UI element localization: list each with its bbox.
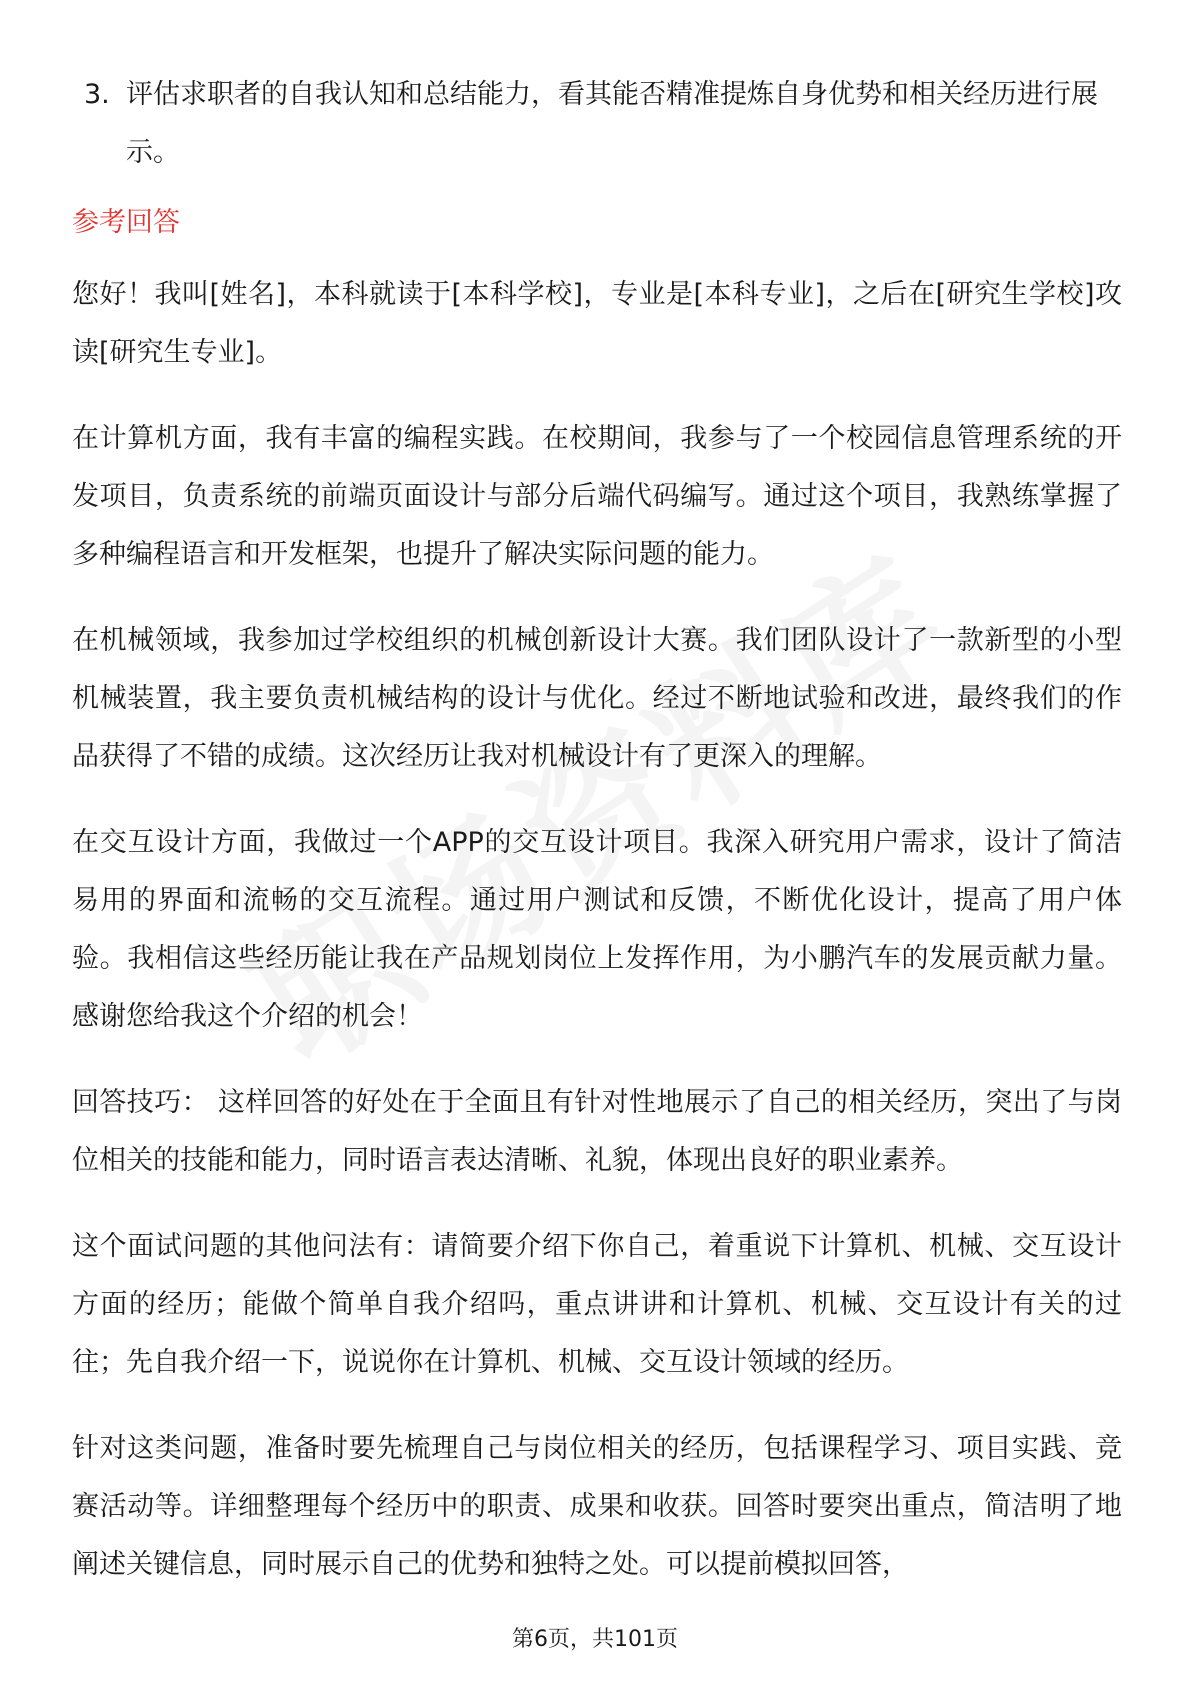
section-heading: 参考回答	[72, 207, 180, 238]
paragraph-intro: 您好！我叫[姓名]，本科就读于[本科学校]，专业是[本科专业]，之后在[研究生学校]攻读[研究生专业]。	[72, 279, 1122, 368]
list-item-number: 3.	[84, 79, 110, 110]
list-item-text: 评估求职者的自我认知和总结能力，看其能否精准提炼自身优势和相关经历进行展示。	[126, 79, 1098, 168]
page-content	[72, 66, 1122, 1622]
paragraph-preparation: 针对这类问题，准备时要先梳理自己与岗位相关的经历，包括课程学习、项目实践、竞赛活动等。详细整理每个经历中的职责、成果和收获。回答时要突出重点，简洁明了地阐述关键信息，同时展示自己的优势和独特之处。可以提前模拟回答，	[72, 1433, 1122, 1580]
paragraph-answer-tips: 回答技巧： 这样回答的好处在于全面且有针对性地展示了自己的相关经历，突出了与岗位相关的技能和能力，同时语言表达清晰、礼貌，体现出良好的职业素养。	[72, 1087, 1122, 1176]
page-footer: 第6页，共101页	[512, 1627, 678, 1652]
paragraph-mechanical: 在机械领域，我参加过学校组织的机械创新设计大赛。我们团队设计了一款新型的小型机械装置，我主要负责机械结构的设计与优化。经过不断地试验和改进，最终我们的作品获得了不错的成绩。这次经历让我对机械设计有了更深入的理解。	[72, 625, 1122, 772]
paragraph-interaction: 在交互设计方面，我做过一个APP的交互设计项目。我深入研究用户需求，设计了简洁易用的界面和流畅的交互流程。通过用户测试和反馈，不断优化设计，提高了用户体验。我相信这些经历能让我在产品规划岗位上发挥作用，为小鹏汽车的发展贡献力量。感谢您给我这个介绍的机会！	[72, 827, 1122, 1032]
paragraph-alternative-questions: 这个面试问题的其他问法有：请简要介绍下你自己，着重说下计算机、机械、交互设计方面的经历；能做个简单自我介绍吗，重点讲讲和计算机、机械、交互设计有关的过往；先自我介绍一下，说说你在计算机、机械、交互设计领域的经历。	[72, 1231, 1122, 1378]
list-item	[72, 66, 1122, 182]
paragraph-computer: 在计算机方面，我有丰富的编程实践。在校期间，我参与了一个校园信息管理系统的开发项目，负责系统的前端页面设计与部分后端代码编写。通过这个项目，我熟练掌握了多种编程语言和开发框架，也提升了解决实际问题的能力。	[72, 423, 1122, 570]
